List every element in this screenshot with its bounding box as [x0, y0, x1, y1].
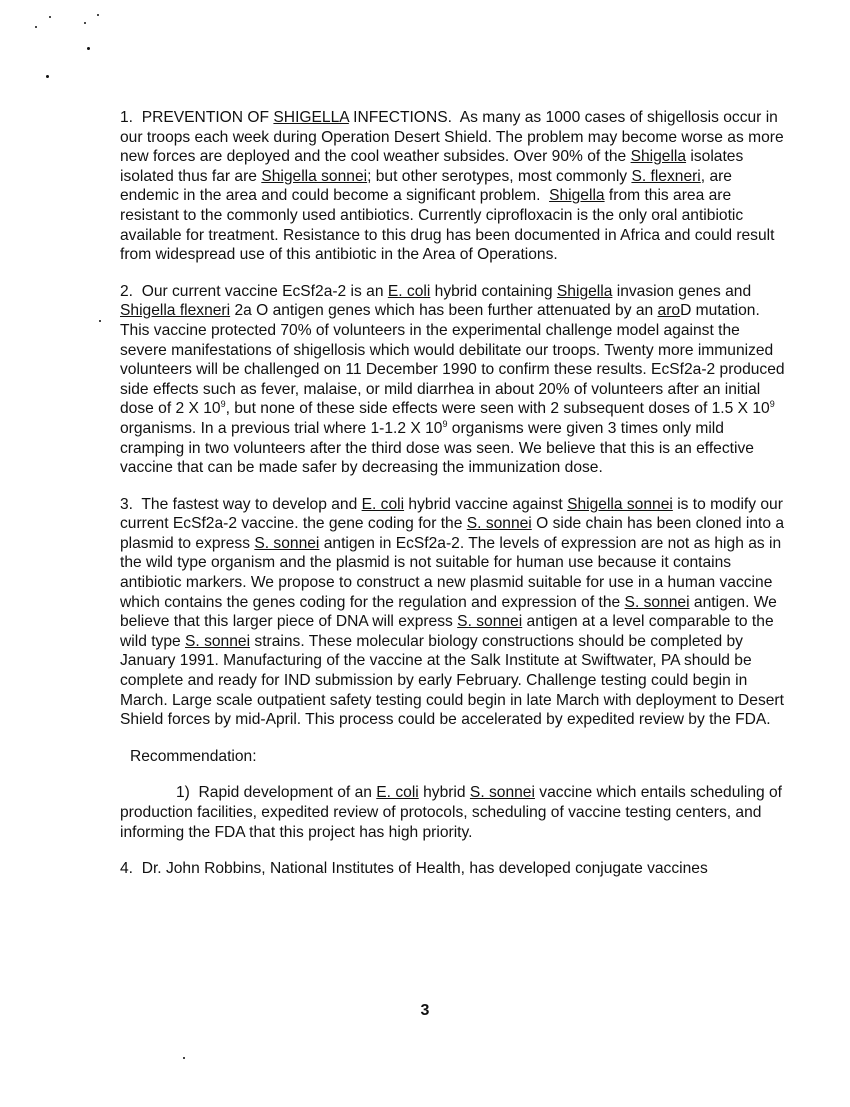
body-text: The fastest way to develop and: [141, 495, 358, 513]
species-name: S. sonnei: [469, 784, 535, 802]
species-name: E. coli: [361, 495, 405, 513]
paragraph-number: 4.: [120, 860, 134, 878]
heading-text: PREVENTION OF: [141, 109, 270, 126]
species-name: Shigella: [556, 282, 613, 300]
paragraph-3: [120, 495, 785, 730]
body-text: O side chain has been cloned into a plasmid to express: [120, 515, 785, 552]
document-body: [120, 108, 785, 896]
exponent: 9: [220, 399, 226, 410]
species-name: Shigella sonnei: [567, 495, 673, 513]
page-number: 3: [420, 1002, 430, 1019]
body-text: strains. These molecular biology constructions should be completed by January 1991. Manufacturing of the vaccine at the Salk Institute at Swiftwater, PA should be complete and ready for IND submission by early February. Challenge testing could begin in March. Large scale outpatient safety testing could begin in late March with deployment to Desert Shield forces by mid-April. This process could be accelerated by expedited review by the FDA.: [120, 632, 784, 729]
scan-speck: [49, 16, 51, 18]
paragraph-4: [120, 859, 785, 879]
species-name: Shigella sonnei: [261, 167, 368, 185]
body-text: Our current vaccine EcSf2a-2 is an: [141, 282, 384, 300]
body-text: antigen at a level comparable to the wild type: [120, 613, 774, 650]
body-text: isolates isolated thus far are: [120, 148, 744, 185]
exponent: 9: [769, 399, 775, 410]
body-text: invasion genes and: [616, 282, 752, 300]
species-name: E. coli: [376, 784, 419, 802]
gene-name: aro: [657, 302, 681, 320]
body-text: organisms were given 3 times only mild cramping in two volunteers after the third dose was seen. We believe that this is an effective vaccine that can be made safer by decreasing the immunization dose.: [120, 419, 754, 477]
scan-speck: [97, 14, 99, 16]
body-text: ; but other serotypes, most commonly: [367, 167, 628, 185]
body-text: antigen in EcSf2a-2. The levels of expression are not as high as in the wild type organism and the plasmid is not suitable for human use because it contains antibiotic markers. We propose to construct a new plasmid suitable for use in a human vaccine which contains the genes coding for the regulation and expression of the: [120, 534, 782, 611]
scan-speck: [87, 47, 90, 50]
recommendation-label: Recommendation:: [130, 747, 257, 765]
body-text: As many as 1000 cases of shigellosis occur in our troops each week during Operation Desert Shield. The problem may become worse as more new forces are deployed and the cool weather subsides. Over 90% of the: [120, 109, 784, 166]
species-name: S. sonnei: [185, 632, 251, 650]
body-text: , but none of these side effects were seen with 2 subsequent doses of 1.5 X 10: [225, 400, 770, 418]
body-text: vaccine which entails scheduling of production facilities, expedited review of protocols, scheduling of vaccine testing centers, and informing the FDA that this project has high priority.: [120, 784, 783, 841]
body-text: Dr. John Robbins, National Institutes of Health, has developed conjugate vaccines: [141, 860, 708, 878]
paragraph-2: [120, 282, 785, 478]
item-number: 1): [176, 784, 190, 802]
scan-speck: [99, 320, 101, 322]
heading-underlined: SHIGELLA: [273, 109, 349, 126]
species-name: Shigella: [630, 148, 687, 166]
body-text: hybrid vaccine against: [408, 495, 563, 513]
body-text: from this area are resistant to the commonly used antibiotics. Currently ciprofloxacin is the only oral antibiotic available for treatment. Resistance to this drug has been documented in Africa and could result from widespread use of this antibiotic in the Area of Operations.: [120, 187, 775, 264]
species-name: Shigella flexneri: [120, 302, 231, 320]
body-text: hybrid: [423, 784, 466, 802]
scan-speck: [84, 22, 86, 24]
species-name: Shigella: [549, 187, 605, 205]
body-text: antigen. We believe that this larger piece of DNA will express: [120, 593, 777, 631]
species-name: S. sonnei: [457, 613, 523, 631]
species-name: S. sonnei: [254, 534, 320, 552]
species-name: S. flexneri: [631, 167, 701, 185]
scan-speck: [35, 26, 37, 28]
recommendation-item: [120, 783, 785, 842]
scan-speck: [46, 75, 49, 78]
exponent: 9: [442, 418, 448, 429]
heading-text: INFECTIONS.: [353, 109, 452, 126]
body-text: , are endemic in the area and could become a significant problem.: [120, 167, 732, 205]
paragraph-number: 2.: [120, 282, 134, 300]
body-text: D mutation. This vaccine protected 70% of volunteers in the experimental challenge model against the severe manifestations of shigellosis which would debilitate our troops. Twenty more immunized volunteers will be challenged on 11 December 1990 to confirm these results. EcSf2a-2 produced side effects such as fever, malaise, or mild diarrhea in about 20% of volunteers after an initial dose of 2 X 10: [120, 302, 785, 418]
body-text: is to modify our current EcSf2a-2 vaccine. the gene coding for the: [120, 495, 783, 533]
paragraph-number: 1.: [120, 109, 134, 126]
body-text: Rapid development of an: [198, 784, 372, 802]
species-name: E. coli: [387, 282, 431, 300]
species-name: S. sonnei: [466, 515, 532, 533]
paragraph-1: [120, 108, 785, 265]
body-text: organisms. In a previous trial where 1-1.2 X 10: [120, 419, 443, 437]
body-text: 2a O antigen genes which has been further attenuated by an: [234, 302, 654, 320]
body-text: hybrid containing: [434, 282, 553, 300]
scan-speck: [183, 1057, 185, 1059]
paragraph-number: 3.: [120, 495, 134, 513]
species-name: S. sonnei: [624, 593, 690, 611]
